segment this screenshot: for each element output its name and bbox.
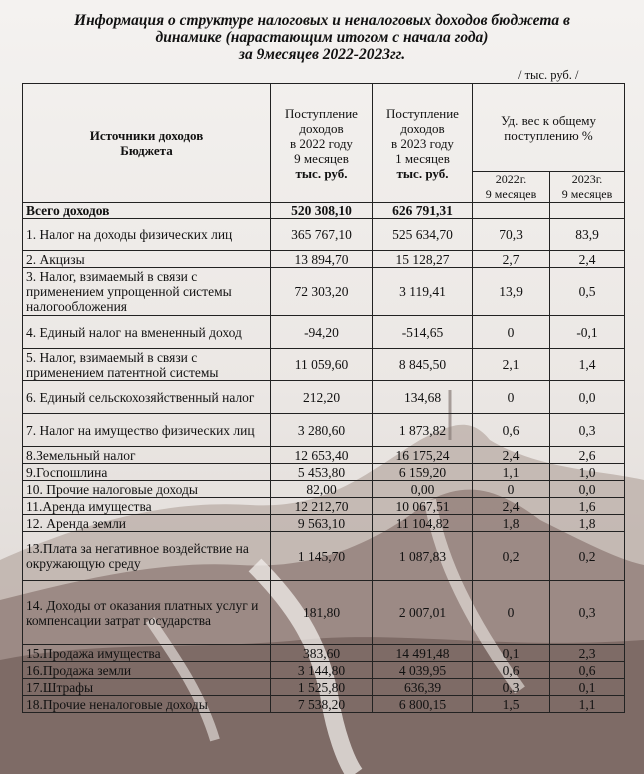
value-2022-cell: 3 144,80 xyxy=(271,662,373,679)
share-2022-cell: 0 xyxy=(473,316,550,349)
title-line-2: динамике (нарастающим итогом с начала года) xyxy=(155,29,489,46)
share-2023-cell: 0,5 xyxy=(550,268,625,316)
header-2023: Поступление доходов в 2023 году 1 месяцев тыс. руб. xyxy=(373,84,473,203)
header-share-2023: 2023г. 9 месяцев xyxy=(550,172,625,203)
share-2023-cell: 0,2 xyxy=(550,532,625,581)
value-2023-cell: 14 491,48 xyxy=(373,645,473,662)
value-2023-cell: 636,39 xyxy=(373,679,473,696)
share-2022-cell: 0 xyxy=(473,381,550,414)
value-2023-cell: 6 800,15 xyxy=(373,696,473,713)
value-2022-cell: 5 453,80 xyxy=(271,464,373,481)
share-2023-cell: 1,8 xyxy=(550,515,625,532)
value-2022-cell: 1 145,70 xyxy=(271,532,373,581)
share-2022-cell: 0,6 xyxy=(473,662,550,679)
value-2022-cell: 12 653,40 xyxy=(271,447,373,464)
table-row xyxy=(23,349,625,381)
table-row xyxy=(23,662,625,679)
page-title xyxy=(0,12,644,63)
value-2022-cell: 72 303,20 xyxy=(271,268,373,316)
share-2022-cell: 13,9 xyxy=(473,268,550,316)
table-row xyxy=(23,645,625,662)
value-2022-cell: -94,20 xyxy=(271,316,373,349)
value-2022-cell: 13 894,70 xyxy=(271,251,373,268)
header-source: Источники доходов Бюджета xyxy=(23,84,271,203)
row-name-cell: 17.Штрафы xyxy=(23,679,271,696)
value-2023-cell: 4 039,95 xyxy=(373,662,473,679)
row-name-cell: 10. Прочие налоговые доходы xyxy=(23,481,271,498)
share-2022-cell: 1,5 xyxy=(473,696,550,713)
share-2023-cell: 0,1 xyxy=(550,679,625,696)
revenue-table xyxy=(22,83,625,713)
table-row xyxy=(23,464,625,481)
value-2023-cell: 134,68 xyxy=(373,381,473,414)
share-2022-cell: 0,2 xyxy=(473,532,550,581)
row-name-cell: 15.Продажа имущества xyxy=(23,645,271,662)
value-2023-cell: 525 634,70 xyxy=(373,219,473,251)
value-2022-cell: 365 767,10 xyxy=(271,219,373,251)
table-row xyxy=(23,414,625,447)
share-2022-cell: 0 xyxy=(473,581,550,645)
table-row xyxy=(23,219,625,251)
row-name-cell: 6. Единый сельскохозяйственный налог xyxy=(23,381,271,414)
share-2023-cell xyxy=(550,203,625,219)
row-name-cell: 16.Продажа земли xyxy=(23,662,271,679)
value-2023-cell: 626 791,31 xyxy=(373,203,473,219)
share-2023-cell: 2,3 xyxy=(550,645,625,662)
value-2023-cell: 3 119,41 xyxy=(373,268,473,316)
value-2022-cell: 212,20 xyxy=(271,381,373,414)
table-row xyxy=(23,316,625,349)
value-2022-cell: 11 059,60 xyxy=(271,349,373,381)
share-2023-cell: 1,1 xyxy=(550,696,625,713)
table-row xyxy=(23,447,625,464)
share-2022-cell xyxy=(473,203,550,219)
row-name-cell: 12. Аренда земли xyxy=(23,515,271,532)
share-2022-cell: 2,4 xyxy=(473,498,550,515)
table-row xyxy=(23,498,625,515)
title-line-1: Информация о структуре налоговых и неналоговых доходов бюджета в xyxy=(74,12,570,29)
share-2022-cell: 2,1 xyxy=(473,349,550,381)
value-2023-cell: 2 007,01 xyxy=(373,581,473,645)
table-row xyxy=(23,581,625,645)
row-name-cell: 3. Налог, взимаемый в связи с применением упрощенной системы налогообложения xyxy=(23,268,271,316)
value-2023-cell: 1 087,83 xyxy=(373,532,473,581)
share-2022-cell: 0,3 xyxy=(473,679,550,696)
row-name-cell: 9.Госпошлина xyxy=(23,464,271,481)
table-row xyxy=(23,532,625,581)
share-2023-cell: 2,4 xyxy=(550,251,625,268)
share-2022-cell: 1,1 xyxy=(473,464,550,481)
share-2023-cell: 1,6 xyxy=(550,498,625,515)
row-name-cell: 1. Налог на доходы физических лиц xyxy=(23,219,271,251)
row-name-cell: 2. Акцизы xyxy=(23,251,271,268)
value-2022-cell: 12 212,70 xyxy=(271,498,373,515)
title-line-3: за 9месяцев 2022-2023гг. xyxy=(238,46,406,63)
value-2022-cell: 181,80 xyxy=(271,581,373,645)
header-2022: Поступление доходов в 2022 году 9 месяцев тыс. руб. xyxy=(271,84,373,203)
share-2022-cell: 0,1 xyxy=(473,645,550,662)
row-name-cell: 11.Аренда имущества xyxy=(23,498,271,515)
table-row xyxy=(23,481,625,498)
value-2023-cell: 1 873,82 xyxy=(373,414,473,447)
share-2022-cell: 0,6 xyxy=(473,414,550,447)
value-2022-cell: 82,00 xyxy=(271,481,373,498)
value-2022-cell: 520 308,10 xyxy=(271,203,373,219)
table-row xyxy=(23,696,625,713)
share-2022-cell: 2,4 xyxy=(473,447,550,464)
share-2022-cell: 0 xyxy=(473,481,550,498)
row-name-cell: 5. Налог, взимаемый в связи с применением патентной системы xyxy=(23,349,271,381)
share-2023-cell: 1,0 xyxy=(550,464,625,481)
row-name-cell: 14. Доходы от оказания платных услуг и компенсации затрат государства xyxy=(23,581,271,645)
value-2023-cell: 11 104,82 xyxy=(373,515,473,532)
share-2023-cell: 1,4 xyxy=(550,349,625,381)
share-2023-cell: -0,1 xyxy=(550,316,625,349)
table-row xyxy=(23,679,625,696)
row-name-cell: 13.Плата за негативное воздействие на окружающую среду xyxy=(23,532,271,581)
share-2023-cell: 0,6 xyxy=(550,662,625,679)
table-row xyxy=(23,251,625,268)
value-2023-cell: 10 067,51 xyxy=(373,498,473,515)
value-2022-cell: 9 563,10 xyxy=(271,515,373,532)
row-name-cell: 18.Прочие неналоговые доходы xyxy=(23,696,271,713)
table-row xyxy=(23,268,625,316)
value-2023-cell: 16 175,24 xyxy=(373,447,473,464)
table-row xyxy=(23,381,625,414)
value-2022-cell: 1 525,80 xyxy=(271,679,373,696)
value-2023-cell: 6 159,20 xyxy=(373,464,473,481)
row-name-cell: 7. Налог на имущество физических лиц xyxy=(23,414,271,447)
row-name-cell: Всего доходов xyxy=(23,203,271,219)
share-2022-cell: 70,3 xyxy=(473,219,550,251)
share-2023-cell: 2,6 xyxy=(550,447,625,464)
share-2022-cell: 1,8 xyxy=(473,515,550,532)
share-2023-cell: 83,9 xyxy=(550,219,625,251)
share-2023-cell: 0,3 xyxy=(550,414,625,447)
share-2023-cell: 0,0 xyxy=(550,481,625,498)
header-row xyxy=(23,84,625,172)
share-2023-cell: 0,0 xyxy=(550,381,625,414)
value-2023-cell: -514,65 xyxy=(373,316,473,349)
value-2023-cell: 0,00 xyxy=(373,481,473,498)
units-label: / тыс. руб. / xyxy=(518,68,579,82)
header-share: Уд. вес к общему поступлению % xyxy=(473,84,625,172)
value-2023-cell: 8 845,50 xyxy=(373,349,473,381)
share-2023-cell: 0,3 xyxy=(550,581,625,645)
table-row xyxy=(23,203,625,219)
header-share-2022: 2022г. 9 месяцев xyxy=(473,172,550,203)
value-2022-cell: 3 280,60 xyxy=(271,414,373,447)
value-2023-cell: 15 128,27 xyxy=(373,251,473,268)
table-row xyxy=(23,515,625,532)
row-name-cell: 8.Земельный налог xyxy=(23,447,271,464)
share-2022-cell: 2,7 xyxy=(473,251,550,268)
value-2022-cell: 7 538,20 xyxy=(271,696,373,713)
row-name-cell: 4. Единый налог на вмененный доход xyxy=(23,316,271,349)
value-2022-cell: 383,60 xyxy=(271,645,373,662)
